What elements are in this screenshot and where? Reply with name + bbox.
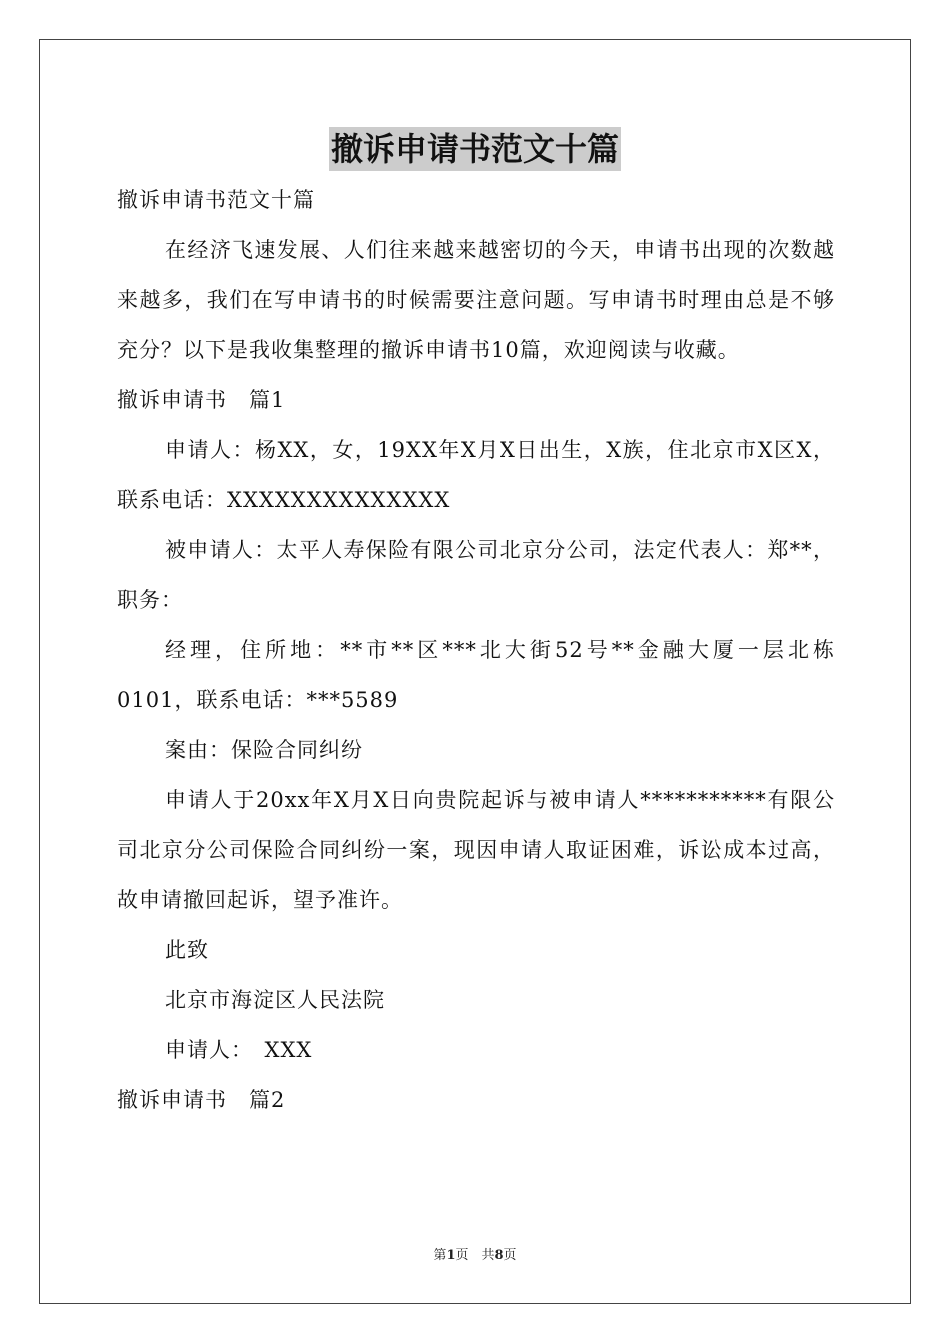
paragraph-3: 申请人：杨XX，女，19XX年X月X日出生，X族，住北京市X区X，联系电话：XXXXXXXXXXXXXX — [117, 438, 835, 512]
footer-mid: 页 共 — [455, 1248, 495, 1263]
paragraph-8: 此致 — [165, 938, 209, 962]
footer-page-total: 8 — [494, 1248, 504, 1263]
page-footer — [0, 1246, 950, 1266]
footer-suffix: 页 — [503, 1248, 517, 1263]
paragraph-7: 申请人于20xx年X月X日向贵院起诉与被申请人***********有限公司北京分公司保险合同纠纷一案，现因申请人取证困难，诉讼成本过高，故申请撤回起诉，望予准许。 — [117, 788, 835, 912]
title-wrap — [0, 127, 950, 171]
document-title: 撤诉申请书范文十篇 — [329, 127, 621, 171]
footer-prefix: 第 — [433, 1248, 447, 1263]
document-body — [117, 175, 835, 1125]
section-heading-1: 撤诉申请书 篇1 — [117, 388, 286, 412]
section-heading-2: 撤诉申请书 篇2 — [117, 1088, 286, 1112]
paragraph-9: 北京市海淀区人民法院 — [165, 988, 385, 1012]
paragraph-5: 经理，住所地：**市**区***北大街52号**金融大厦一层北栋0101，联系电话：***5589 — [117, 638, 835, 712]
footer-page-current: 1 — [446, 1248, 456, 1263]
paragraph-0: 撤诉申请书范文十篇 — [117, 188, 315, 212]
paragraph-1: 在经济飞速发展、人们往来越来越密切的今天，申请书出现的次数越来越多，我们在写申请书的时候需要注意问题。写申请书时理由总是不够充分？以下是我收集整理的撤诉申请书10篇，欢迎阅读与收藏。 — [117, 238, 835, 362]
paragraph-10: 申请人： XXX — [165, 1038, 313, 1062]
paragraph-4: 被申请人：太平人寿保险有限公司北京分公司，法定代表人：郑**，职务： — [117, 538, 835, 612]
paragraph-6: 案由：保险合同纠纷 — [165, 738, 363, 762]
